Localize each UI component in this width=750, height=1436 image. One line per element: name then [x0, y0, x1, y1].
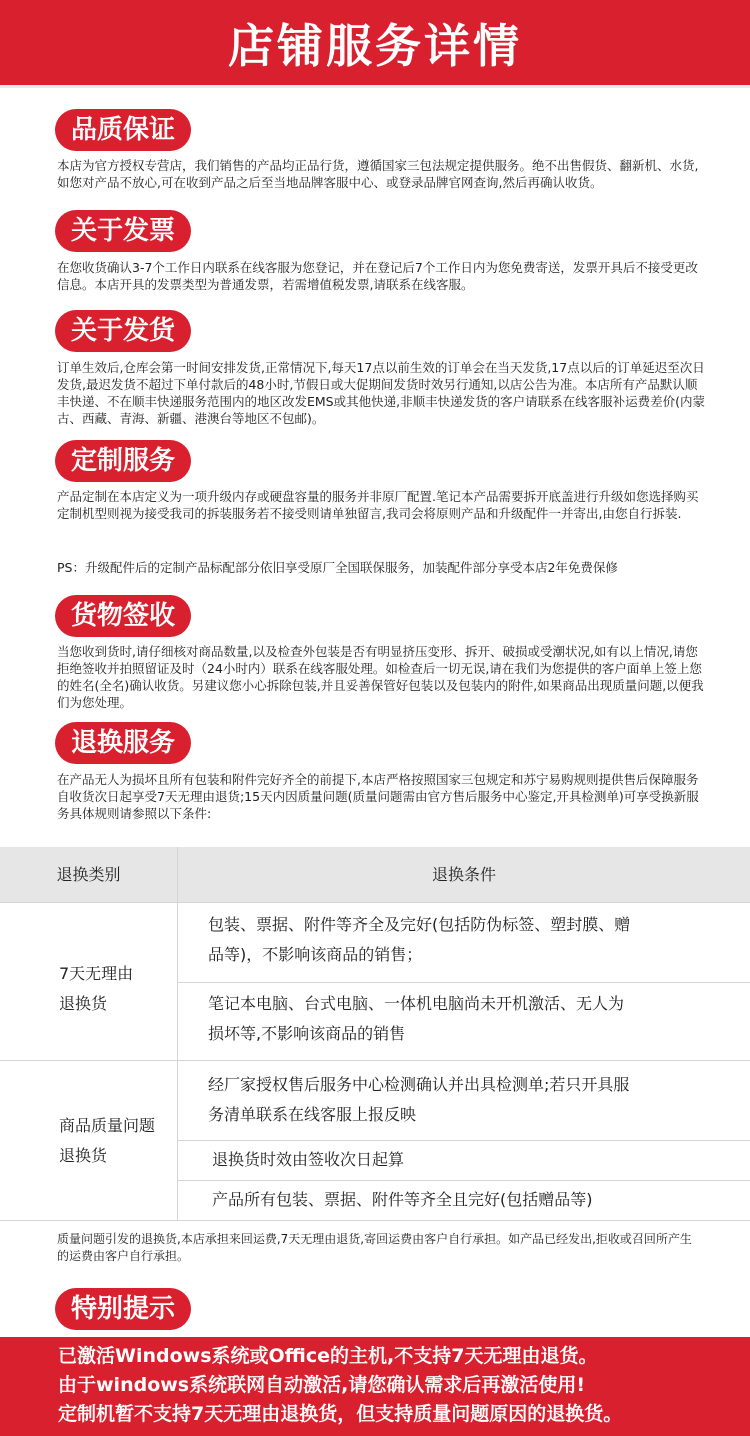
section-title-quality: 品质保证 — [55, 109, 191, 151]
category-line: 7天无理由 — [59, 964, 134, 983]
table-rule — [178, 1140, 750, 1141]
condition-line: 笔记本电脑、台式电脑、一体机电脑尚未开机激活、无人为 — [208, 994, 625, 1013]
condition-line: 损坏等,不影响该商品的销售 — [208, 1024, 406, 1043]
table-rule — [178, 1180, 750, 1181]
condition-line: 包装、票据、附件等齐全及完好(包括防伪标签、塑封膜、赠 — [208, 915, 631, 934]
section-title-invoice: 关于发票 — [55, 210, 191, 252]
condition-line: 品等)，不影响该商品的销售； — [208, 945, 423, 964]
section-body-quality: 本店为官方授权专营店，我们销售的产品均正品行货，遵循国家三包法规定提供服务。绝不出售假货、翻新机、水货,如您对产品不放心,可在收到产品之后至当地品牌客服中心、或登录品牌官网查询,然后再确认收货。 — [57, 158, 699, 190]
section-body-receipt: 当您收到货时,请仔细核对商品数量,以及检查外包装是否有明显挤压变形、拆开、破损或受潮状况,如有以上情况,请您拒绝签收并拍照留证及时（24小时内）联系在线客服处理。如检查后一切无误,请在我们为您提供的客户面单上签上您的姓名(全名)确认收货。另建议您小心拆除包装,并且妥善保管好包装以及包装内的附件,如果商品出现质量问题,以便我们为您处理。 — [57, 644, 704, 710]
table-condition — [212, 1185, 722, 1215]
section-body-shipping: 订单生效后,仓库会第一时间安排发货,正常情况下,每天17点以前生效的订单会在当天发货,17点以后的订单延迟至次日发货,最迟发货不超过下单付款后的48小时,节假日或大促期间发货时效另行通知,以店公告为准。本店所有产品默认顺丰快递、不在顺丰快递服务范围内的地区改发EMS或其他快递,非顺丰快递发货的客户请联系在线客服补运费差价(内蒙古、西藏、青海、新疆、港澳台等地区不包邮)。 — [57, 360, 705, 426]
section-body-invoice: 在您收货确认3-7个工作日内联系在线客服为您登记，并在登记后7个工作日内为您免费寄送，发票开具后不接受更改信息。本店开具的发票类型为普通发票，若需增值税发票,请联系在线客服。 — [57, 260, 698, 292]
page-title: 店铺服务详情 — [228, 18, 522, 73]
table-column-divider — [177, 847, 178, 1221]
category-line: 商品质量问题 — [59, 1116, 156, 1135]
table-rule — [178, 982, 750, 983]
condition-line: 经厂家授权售后服务中心检测确认并出具检测单;若只开具服 — [208, 1075, 630, 1094]
table-note: 质量问题引发的退换货,本店承担来回运费,7天无理由退货,寄回运费由客户自行承担。如产品已经发出,拒收或召回所产生的运费由客户自行承担。 — [57, 1232, 692, 1263]
table-condition — [208, 989, 718, 1049]
section-body-returns: 在产品无人为损坏且所有包装和附件完好齐全的前提下,本店严格按照国家三包规定和苏宁易购规则提供售后保障服务自收货次日起享受7天无理由退货;15天内因质量问题(质量问题需由官方售后服务中心鉴定,开具检测单)可享受换新服务具体规则请参照以下条件: — [57, 772, 699, 821]
condition-line: 退换货时效由签收次日起算 — [212, 1150, 405, 1169]
table-header-conditions: 退换条件 — [431, 865, 496, 884]
table-rule — [0, 1060, 750, 1061]
table-header-category: 退换类别 — [56, 865, 121, 884]
returns-table — [0, 847, 750, 1221]
table-condition — [212, 1145, 722, 1175]
special-notice-line: 由于windows系统联网自动激活,请您确认需求后再激活使用! — [58, 1374, 585, 1396]
page-banner — [0, 0, 750, 88]
table-category-7day — [59, 959, 174, 1019]
section-body-custom: 产品定制在本店定义为一项升级内存或硬盘容量的服务并非原厂配置.笔记本产品需要拆开底盖进行升级如您选择购买定制机型则视为接受我司的拆装服务若不接受则请单独留言,我司会将原则产品和升级配件一并寄出,由您自行拆装. — [57, 489, 699, 521]
category-line: 退换货 — [59, 1146, 108, 1165]
special-notice-box — [0, 1337, 750, 1436]
section-title-shipping: 关于发货 — [55, 310, 191, 352]
condition-line: 务清单联系在线客服上报反映 — [208, 1105, 417, 1124]
section-title-custom: 定制服务 — [55, 440, 191, 482]
table-condition — [208, 1070, 718, 1130]
section-title-returns: 退换服务 — [55, 722, 191, 764]
table-condition — [208, 910, 718, 970]
section-ps-custom: PS：升级配件后的定制产品标配部分依旧享受原厂全国联保服务，加装配件部分享受本店2年免费保修 — [57, 560, 618, 575]
special-notice-line: 已激活Windows系统或Office的主机,不支持7天无理由退货。 — [58, 1345, 598, 1367]
condition-line: 产品所有包装、票据、附件等齐全且完好(包括赠品等) — [212, 1190, 593, 1209]
special-notice-line: 定制机暂不支持7天无理由退换货，但支持质量问题原因的退换货。 — [58, 1403, 623, 1425]
table-rule — [0, 902, 750, 903]
section-title-special: 特别提示 — [55, 1288, 191, 1330]
table-rule — [0, 1220, 750, 1221]
table-category-quality — [59, 1111, 174, 1171]
category-line: 退换货 — [59, 994, 108, 1013]
section-title-receipt: 货物签收 — [55, 595, 191, 637]
